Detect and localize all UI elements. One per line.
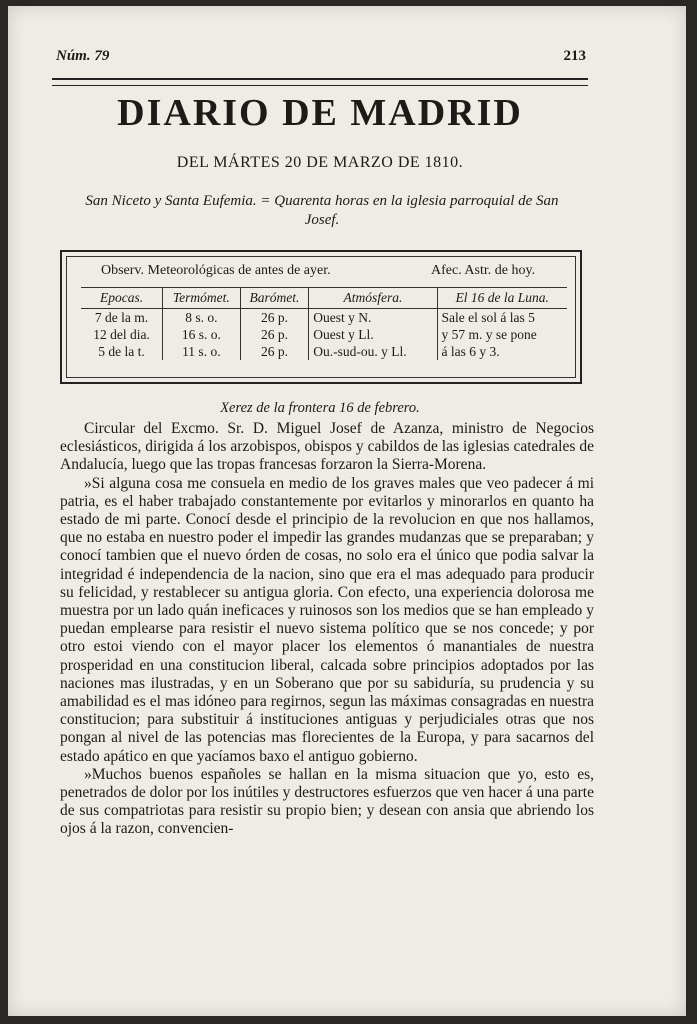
cell-atmosfera: Ouest y Ll. [309,326,437,343]
cell-atmosfera: Ou.-sud-ou. y Ll. [309,343,437,360]
col-luna: El 16 de la Luna. [437,288,567,309]
weather-heading-observations: Observ. Meteorológicas de antes de ayer. [101,263,331,278]
weather-table-box [60,250,582,384]
cell-termometro: 8 s. o. [163,309,241,327]
article-intro: Circular del Excmo. Sr. D. Miguel Josef de Azanza, ministro de Negocios eclesiásticos, dirigida á los arzobispos, obispos y cabildos de las iglesias catedrales de Andalucía, luego que las tropas francesas forzaron la Sierra-Morena. [60,420,594,474]
col-epocas: Epocas. [81,288,163,309]
issue-number: Núm. 79 [56,48,110,64]
article-paragraph: »Muchos buenos españoles se hallan en la misma situacion que yo, esto es, penetrados de dolor por los inútiles y destructores esfuerzos que ven hacer á una parte de sus compatriotas para resistir su propio bien; y desean con ansia que abriendo los ojos á la razon, convencien- [60,765,594,838]
cell-termometro: 16 s. o. [163,326,241,343]
cell-barometro: 26 p. [240,343,309,360]
col-termometro: Termómet. [163,288,241,309]
weather-table [81,287,567,360]
cell-barometro: 26 p. [240,326,309,343]
saints-notice: San Niceto y Santa Eufemia. = Quarenta horas en la iglesia parroquial de San Josef. [85,193,559,228]
table-row [81,343,567,360]
col-atmosfera: Atmósfera. [309,288,437,309]
weather-headings [67,263,575,283]
table-row [81,309,567,327]
weather-heading-astronomy: Afec. Astr. de hoy. [431,263,536,278]
article-place-date: Xerez de la frontera 16 de febrero. [220,400,420,416]
table-row [81,326,567,343]
cell-termometro: 11 s. o. [163,343,241,360]
cell-epoca: 5 de la t. [98,343,145,359]
cell-luna: y 57 m. y se pone [437,326,567,343]
cell-atmosfera: Ouest y N. [309,309,437,327]
dateline: DEL MÁRTES 20 DE MARZO DE 1810. [176,154,464,171]
weather-table-inner-border [66,256,576,378]
masthead-title: DIARIO DE MADRID [117,92,523,134]
cell-epoca: 12 del dia. [93,326,150,342]
cell-luna: Sale el sol á las 5 [437,309,567,327]
newspaper-page [8,6,686,1016]
cell-barometro: 26 p. [240,309,309,327]
page-number: 213 [563,48,586,64]
weather-table-header-row [81,288,567,309]
cell-luna: á las 6 y 3. [437,343,567,360]
cell-epoca: 7 de la m. [94,309,149,325]
article-body [60,420,594,839]
col-barometro: Barómet. [240,288,309,309]
header-rule [52,78,588,86]
page-header [56,48,586,65]
article-paragraph: »Si alguna cosa me consuela en medio de los graves males que veo padecer á mi patria, es el haber trabajado constantemente por evitarlos y minorarlos en quanto ha estado de mi parte. Conocí desde el principio de la revolucion en que nos hallamos, que no estaba en nuestro poder el impedir las grandes mudanzas que se preparaban; y conocí tambien que el nuevo órden de cosas, no solo era el único que podia salvar la integridad é independencia de la nacion, sino que era el mas adequado para producir su felicidad, y restablecer su antigua gloria. Con efecto, una experiencia dolorosa me muestra por un lado quán ineficaces y ruinosos son los medios que se han empleado y puedan emplearse para resistir el nuevo sistema político que se nos concede; y por otro estoi viendo con el mayor placer los elementos ó manantiales de nuestra prosperidad en una constitucion liberal, calcada sobre principios adoptados por las naciones mas ilustradas, y en un Soberano que por su sabiduría, su prudencia y su amabilidad es el mas idóneo para regirnos, segun las máximas consagradas en nuestra constitucion; para substituir á instituciones antiguas y perjudiciales otras que nos pongan al nivel de las potencias mas florecientes de la Europa, y para sacarnos del estado apático en que yacíamos baxo el antiguo gobierno. [60,474,594,765]
